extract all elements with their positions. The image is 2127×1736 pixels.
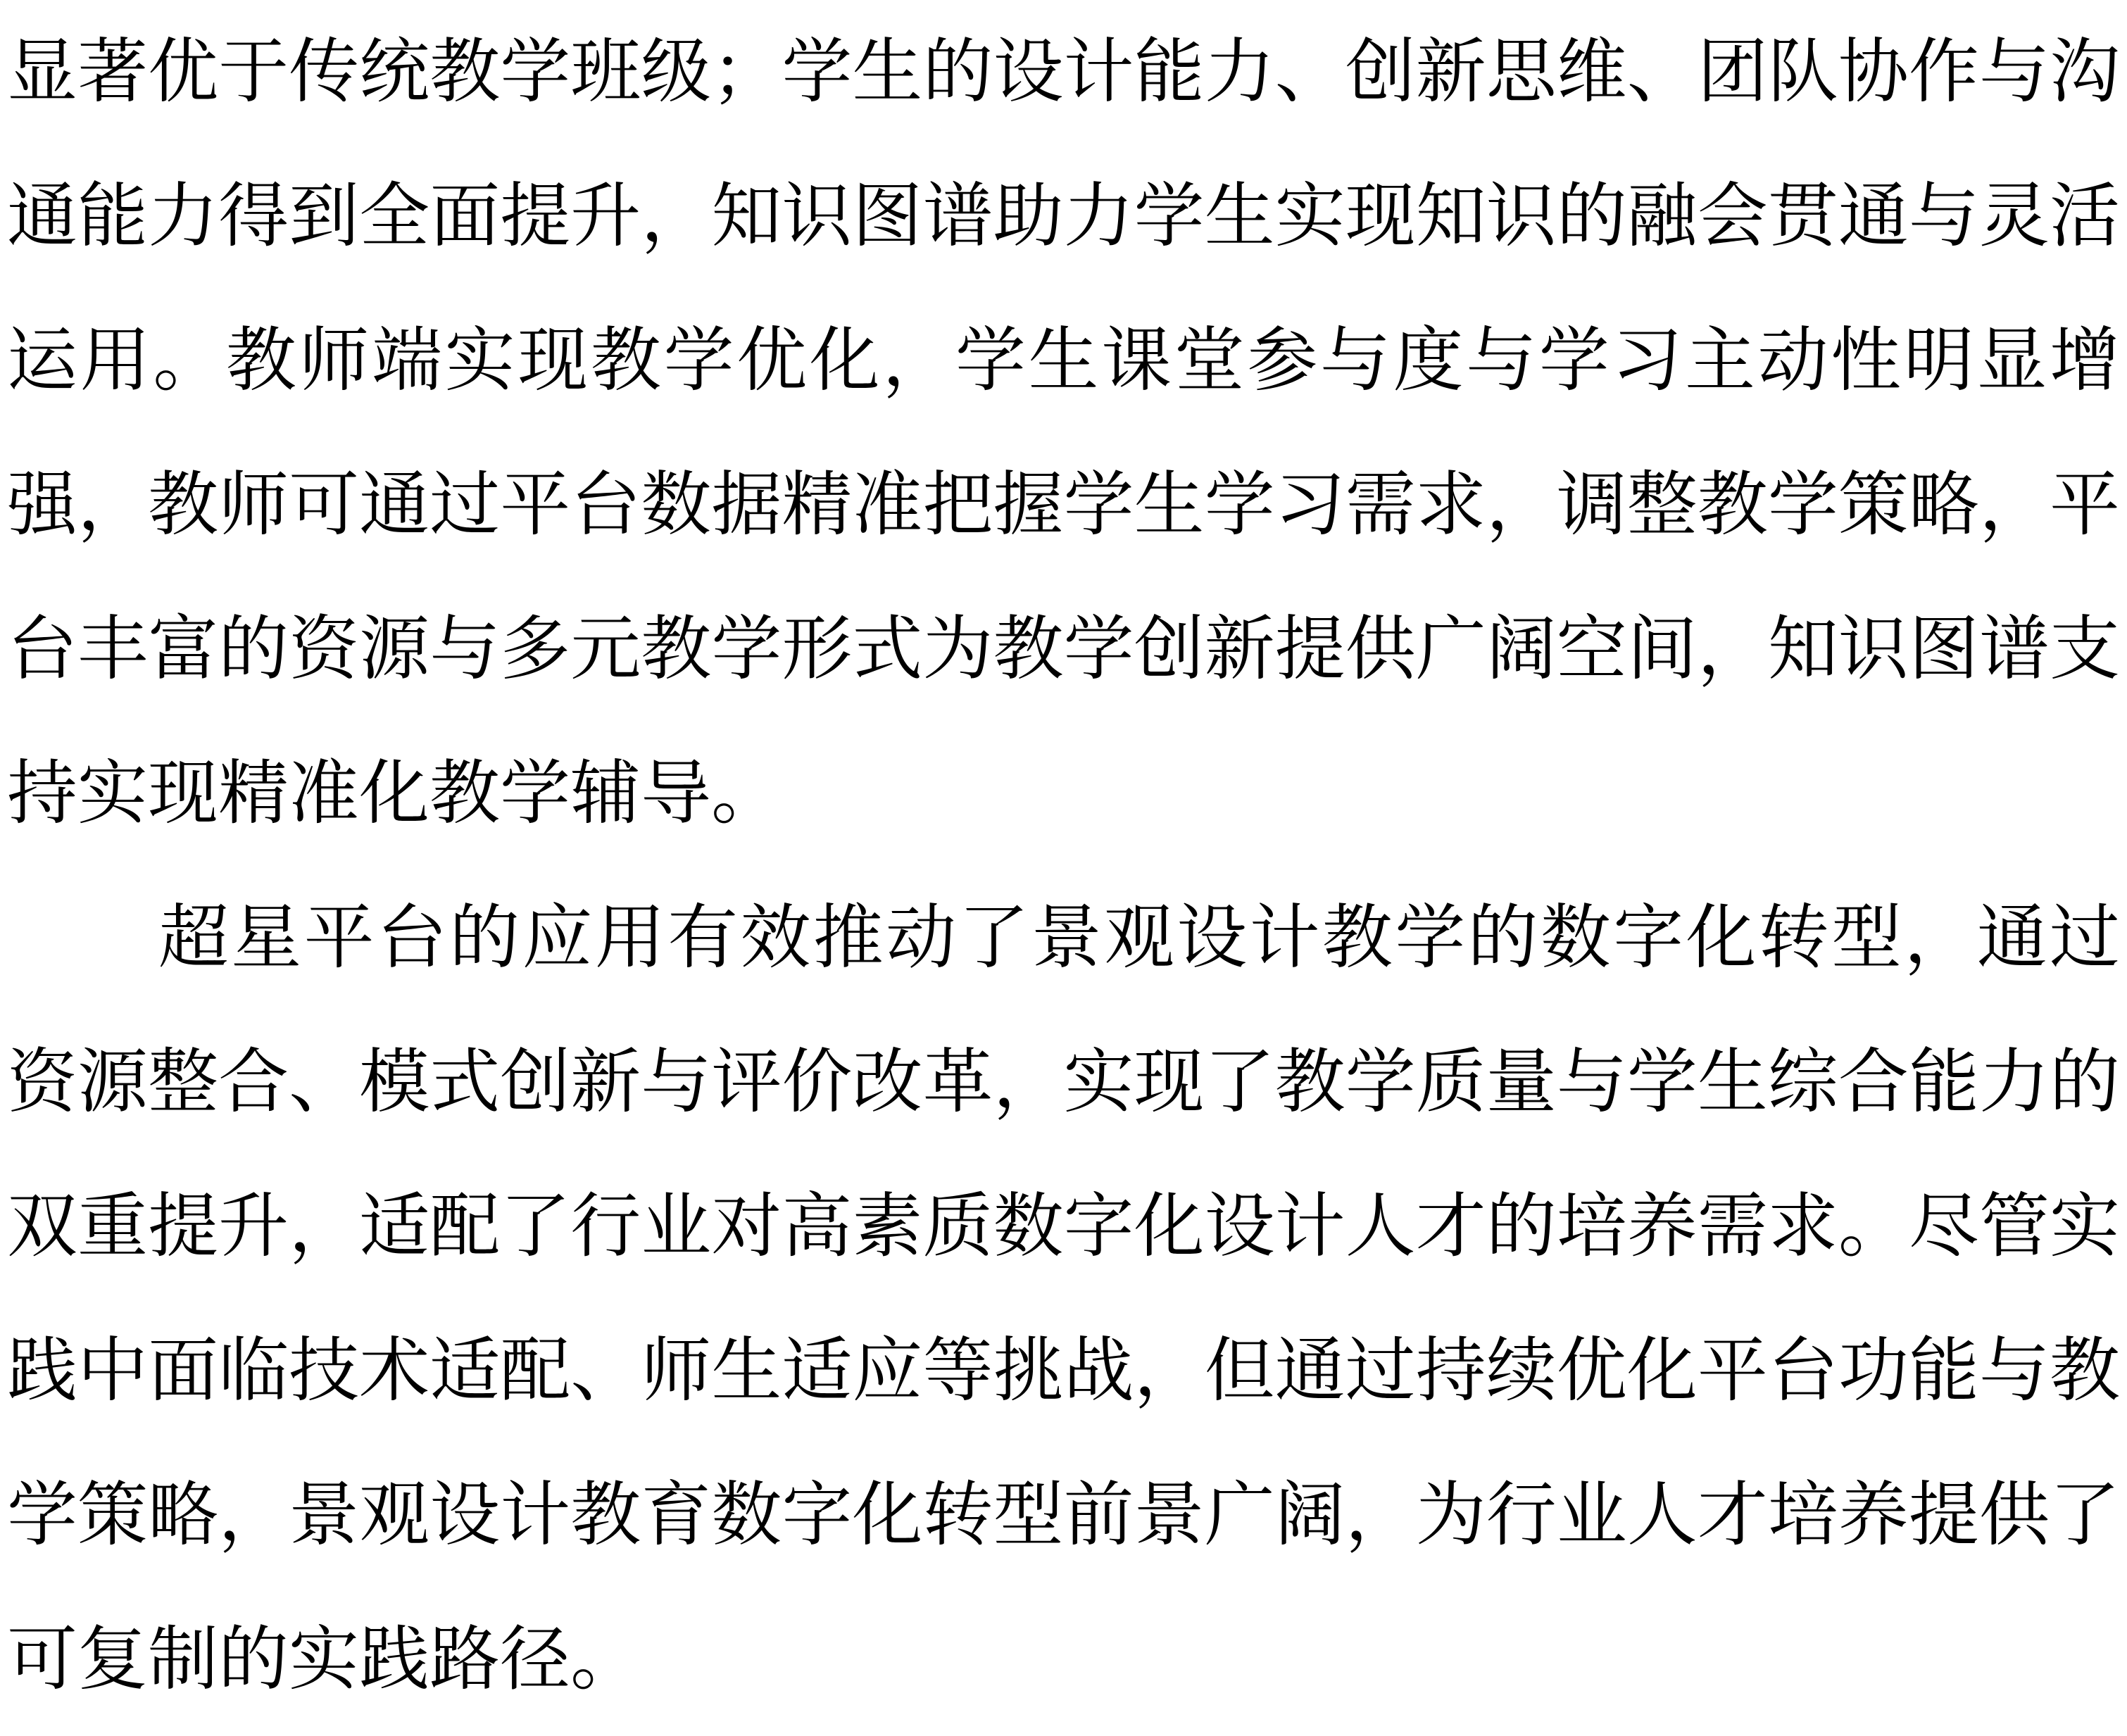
- paragraph-conclusion: 超星平台的应用有效推动了景观设计教学的数字化转型，通过资源整合、模式创新与评价改革，实现了教学质量与学生综合能力的双重提升，适配了行业对高素质数字化设计人才的培养需求。尽管实践中面临技术适配、师生适应等挑战，但通过持续优化平台功能与教学策略，景观设计教育数字化转型前景广阔，为行业人才培养提供了可复制的实践路径。: [7, 899, 2120, 1699]
- paragraph-continuation: 显著优于传统教学班级；学生的设计能力、创新思维、团队协作与沟通能力得到全面提升，知识图谱助力学生实现知识的融会贯通与灵活运用。教师端实现教学优化，学生课堂参与度与学习主动性明显增强，教师可通过平台数据精准把握学生学习需求，调整教学策略，平台丰富的资源与多元教学形式为教学创新提供广阔空间，知识图谱支持实现精准化教学辅导。: [7, 33, 2120, 833]
